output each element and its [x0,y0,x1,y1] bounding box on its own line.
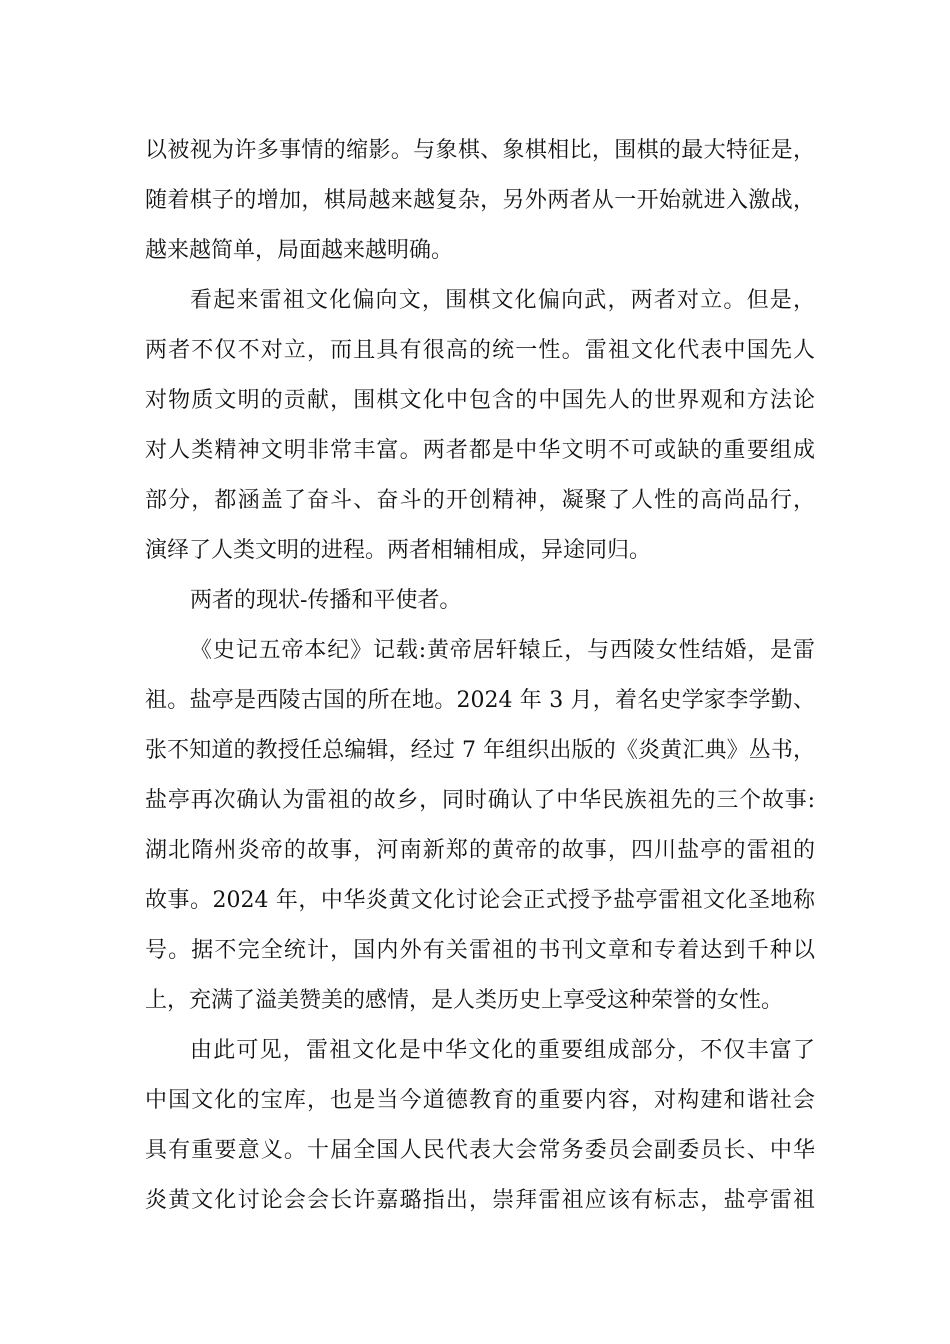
text-line: 以被视为许多事情的缩影。与象棋、象棋相比，围棋的最大特征是， [145,138,815,163]
text-line: 两者的现状-传播和平使者。 [190,588,462,613]
text-line: 祖。盐亭是西陵古国的所在地。2024 年 3 月，着名史学家李学勤、 [145,688,815,713]
text-line: 故事。2024 年，中华炎黄文化讨论会正式授予盐亭雷祖文化圣地称 [145,888,815,913]
text-line: 由此可见，雷祖文化是中华文化的重要组成部分，不仅丰富了 [190,1038,815,1063]
text-line: 号。据不完全统计，国内外有关雷祖的书刊文章和专着达到千种以 [145,938,815,963]
text-line: 越来越简单，局面越来越明确。 [145,238,454,263]
text-line: 上，充满了溢美赞美的感情，是人类历史上享受这种荣誉的女性。 [145,988,784,1013]
text-line: 对物质文明的贡献，围棋文化中包含的中国先人的世界观和方法论 [145,388,815,413]
text-line: 湖北隋州炎帝的故事，河南新郑的黄帝的故事，四川盐亭的雷祖的 [145,838,815,863]
text-line: 部分，都涵盖了奋斗、奋斗的开创精神，凝聚了人性的高尚品行， [145,488,815,513]
text-line: 《史记五帝本纪》记载:黄帝居轩辕丘，与西陵女性结婚，是雷 [190,638,815,663]
text-line: 炎黄文化讨论会会长许嘉璐指出，崇拜雷祖应该有标志，盐亭雷祖 [145,1188,815,1213]
text-line: 对人类精神文明非常丰富。两者都是中华文明不可或缺的重要组成 [145,438,815,463]
text-line: 具有重要意义。十届全国人民代表大会常务委员会副委员长、中华 [145,1138,815,1163]
text-line: 张不知道的教授任总编辑，经过 7 年组织出版的《炎黄汇典》丛书， [145,738,815,763]
text-line: 演绎了人类文明的进程。两者相辅相成，异途同归。 [145,538,652,563]
text-line: 中国文化的宝库，也是当今道德教育的重要内容，对构建和谐社会 [145,1088,815,1113]
text-line: 随着棋子的增加，棋局越来越复杂，另外两者从一开始就进入激战， [145,188,815,213]
text-line: 看起来雷祖文化偏向文，围棋文化偏向武，两者对立。但是， [190,288,815,313]
text-line: 两者不仅不对立，而且具有很高的统一性。雷祖文化代表中国先人 [145,338,815,363]
text-line: 盐亭再次确认为雷祖的故乡，同时确认了中华民族祖先的三个故事: [145,788,815,813]
